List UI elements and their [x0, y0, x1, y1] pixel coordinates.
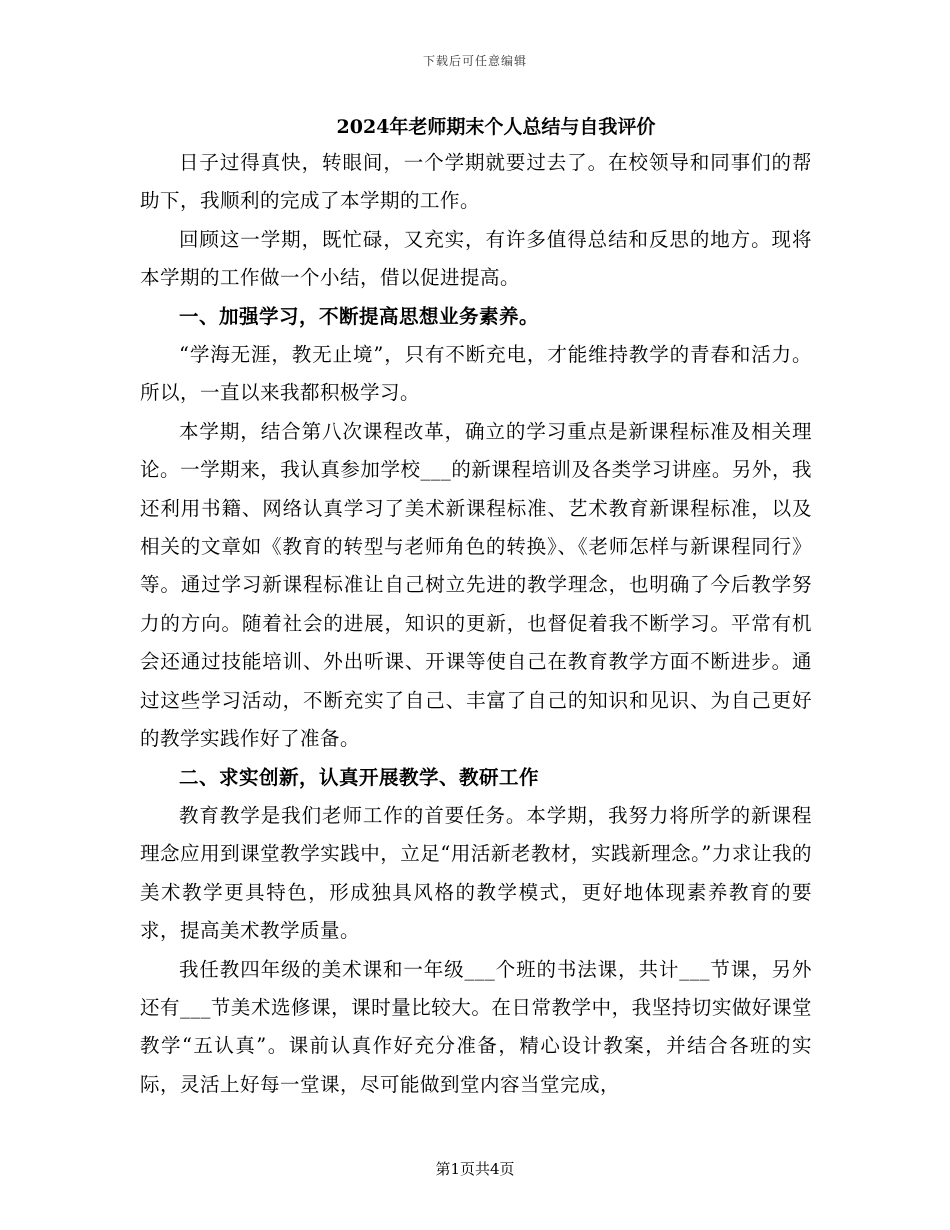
section-heading-2: 二、求实创新，认真开展教学、教研工作 — [179, 765, 540, 789]
document-title: 2024年老师期末个人总结与自我评价 — [336, 116, 656, 138]
paragraph-review: 回顾这一学期，既忙碌，又充实，有许多值得总结和反思的地方。现将本学期的工作做一个小结，借以促进提高。 — [140, 227, 812, 290]
paragraph-intro: 日子过得真快，转眼间，一个学期就要过去了。在校领导和同事们的帮助下，我顺利的完成了本学期的工作。 — [140, 151, 812, 213]
page-header-note: 下载后可任意编辑 — [422, 54, 527, 68]
paragraph-classes: 我任教四年级的美术课和一年级___个班的书法课，共计___节课，另外还有___节美术选修课，课时量比较大。在日常教学中，我坚持切实做好课堂教学“五认真”。课前认真作好充分准备，精心设计教案，并结合各班的实际，灵活上好每一堂课，尽可能做到堂内容当堂完成， — [140, 957, 812, 1096]
document-body — [140, 110, 812, 1104]
page-number: 第1页共4页 — [435, 1160, 515, 1178]
paragraph-study: 本学期，结合第八次课程改革，确立的学习重点是新课程标准及相关理论。一学期来，我认真参加学校___的新课程培训及各类学习讲座。另外，我还利用书籍、网络认真学习了美术新课程标准、艺术教育新课程标准，以及相关的文章如《教育的转型与老师角色的转换》、《老师怎样与新课程同行》等。通过学习新课程标准让自己树立先进的教学理念，也明确了今后教学努力的方向。随着社会的进展，知识的更新，也督促着我不断学习。平常有机会还通过技能培训、外出听课、开课等使自己在教育教学方面不断进步。通过这些学习活动，不断充实了自己、丰富了自己的知识和见识、为自己更好的教学实践作好了准备。 — [140, 419, 812, 751]
section-heading-1: 一、加强学习，不断提高思想业务素养。 — [179, 304, 540, 328]
paragraph-quote: “学海无涯，教无止境”，只有不断充电，才能维持教学的青春和活力。所以，一直以来我都积极学习。 — [140, 343, 812, 405]
paragraph-teaching: 教育教学是我们老师工作的首要任务。本学期，我努力将所学的新课程理念应用到课堂教学实践中，立足“用活新老教材，实践新理念。”力求让我的美术教学更具特色，形成独具风格的教学模式，更好地体现素养教育的要求，提高美术教学质量。 — [140, 803, 812, 943]
